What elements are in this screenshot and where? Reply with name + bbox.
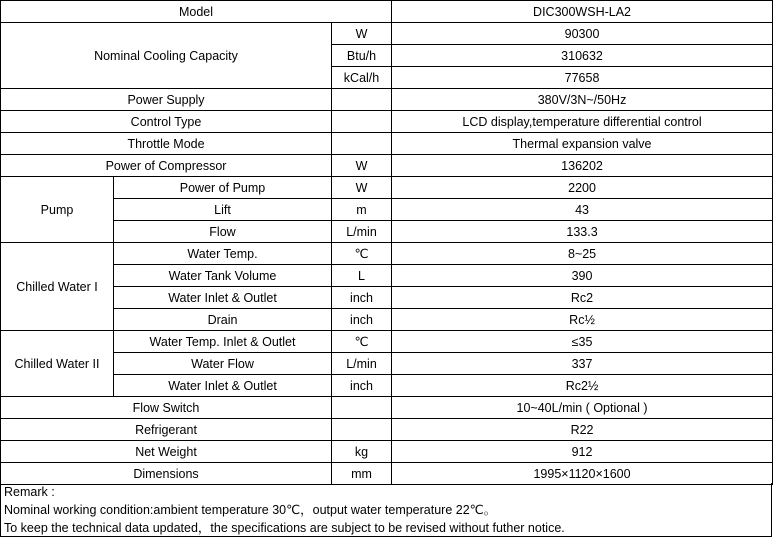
row-label: Flow [114,221,332,243]
row-label: Lift [114,199,332,221]
row-label: Water Inlet & Outlet [114,375,332,397]
unit-cell: ℃ [332,331,392,353]
value-cell: 310632 [392,45,773,67]
value-cell: Thermal expansion valve [392,133,773,155]
row-label: Water Inlet & Outlet [114,287,332,309]
value-cell: 912 [392,441,773,463]
value-cell: 90300 [392,23,773,45]
chilled-water-2-group-label: Chilled Water II [1,331,114,397]
row-label: Power Supply [1,89,332,111]
pump-row [1,177,773,199]
table-row [1,419,773,441]
row-label: Water Flow [114,353,332,375]
value-cell: 8~25 [392,243,773,265]
cooling-row [1,23,773,45]
value-cell: 1995×1120×1600 [392,463,773,485]
value-cell: 390 [392,265,773,287]
table-row [1,133,773,155]
unit-cell: ℃ [332,243,392,265]
row-label: Water Temp. Inlet & Outlet [114,331,332,353]
value-cell: 77658 [392,67,773,89]
chilled-water-1-row [1,265,773,287]
unit-cell [332,111,392,133]
value-cell: LCD display,temperature differential control [392,111,773,133]
remark-line: Nominal working condition:ambient temperature 30℃，output water temperature 22℃。 [4,503,497,517]
table-row [1,111,773,133]
chilled-water-1-row [1,243,773,265]
unit-cell: m [332,199,392,221]
remark-heading: Remark : [4,485,55,499]
unit-cell: L/min [332,353,392,375]
pump-group-label: Pump [1,177,114,243]
row-label: Dimensions [1,463,332,485]
cooling-label: Nominal Cooling Capacity [1,23,332,89]
unit-cell: kCal/h [332,67,392,89]
chilled-water-2-row [1,353,773,375]
value-cell: 43 [392,199,773,221]
unit-cell [332,89,392,111]
model-row [1,1,773,23]
remarks-box [0,483,772,537]
row-label: Flow Switch [1,397,332,419]
row-label: Throttle Mode [1,133,332,155]
row-label: Power of Pump [114,177,332,199]
value-cell: Rc½ [392,309,773,331]
chilled-water-2-row [1,331,773,353]
pump-row [1,199,773,221]
chilled-water-1-row [1,309,773,331]
value-cell: Rc2 [392,287,773,309]
value-cell: 2200 [392,177,773,199]
row-label: Net Weight [1,441,332,463]
unit-cell: L/min [332,221,392,243]
unit-cell: kg [332,441,392,463]
value-cell: 380V/3N~/50Hz [392,89,773,111]
value-cell: 133.3 [392,221,773,243]
unit-cell: W [332,155,392,177]
row-label: Drain [114,309,332,331]
unit-cell: inch [332,287,392,309]
unit-cell: Btu/h [332,45,392,67]
chilled-water-2-row [1,375,773,397]
unit-cell [332,397,392,419]
unit-cell: W [332,177,392,199]
row-label: Control Type [1,111,332,133]
model-label: Model [1,1,392,23]
value-cell: 337 [392,353,773,375]
unit-cell: W [332,23,392,45]
unit-cell: L [332,265,392,287]
pump-row [1,221,773,243]
unit-cell: mm [332,463,392,485]
unit-cell [332,419,392,441]
row-label: Water Tank Volume [114,265,332,287]
table-row [1,89,773,111]
value-cell: R22 [392,419,773,441]
unit-cell: inch [332,375,392,397]
table-row [1,441,773,463]
row-label: Power of Compressor [1,155,332,177]
unit-cell [332,133,392,155]
table-row [1,397,773,419]
value-cell: 10~40L/min ( Optional ) [392,397,773,419]
chilled-water-1-group-label: Chilled Water I [1,243,114,331]
chilled-water-1-row [1,287,773,309]
unit-cell: inch [332,309,392,331]
model-value: DIC300WSH-LA2 [392,1,773,23]
value-cell: Rc2½ [392,375,773,397]
value-cell: 136202 [392,155,773,177]
value-cell: ≤35 [392,331,773,353]
table-row [1,155,773,177]
row-label: Refrigerant [1,419,332,441]
row-label: Water Temp. [114,243,332,265]
remark-line: To keep the technical data updated，the specifications are subject to be revised without futher notice. [4,521,565,535]
table-row [1,463,773,485]
